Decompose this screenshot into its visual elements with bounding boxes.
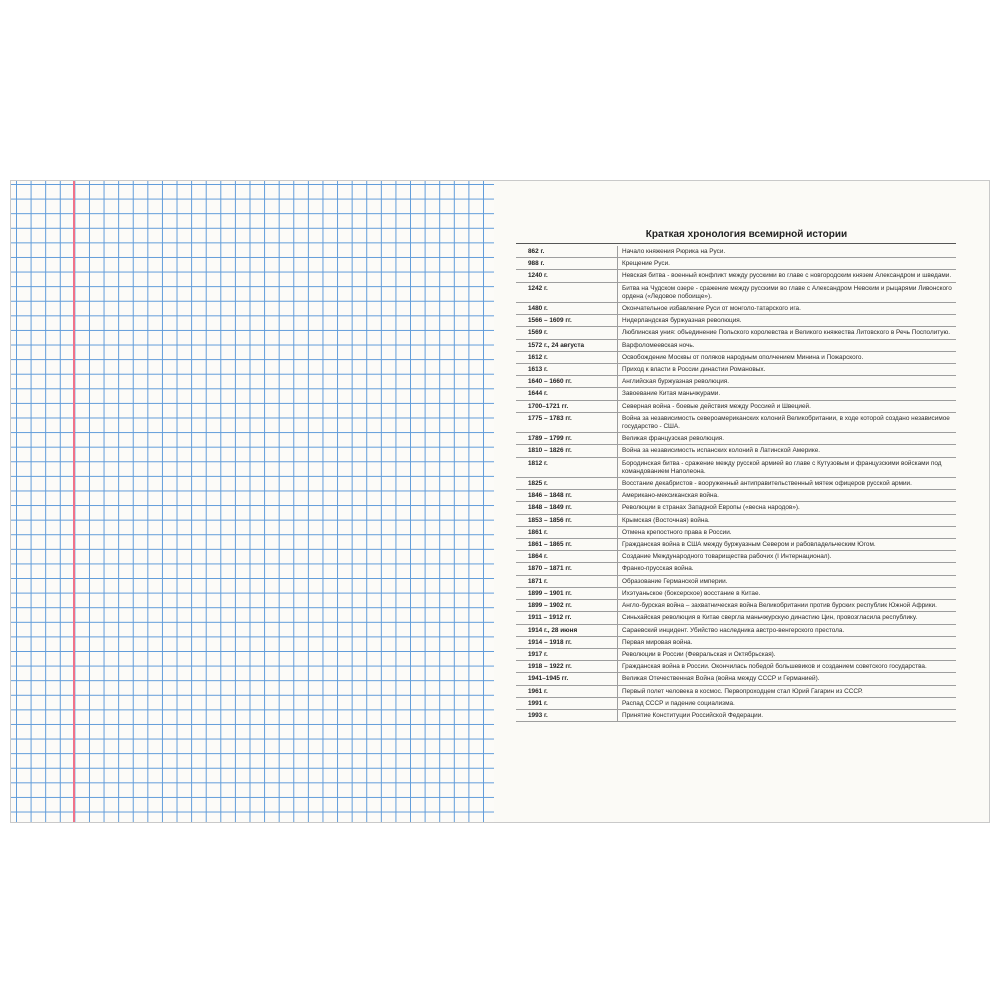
timeline-row — [516, 388, 956, 400]
timeline-year: 1640 – 1660 гг. — [516, 376, 618, 387]
timeline-event: Сараевский инцидент. Убийство наследника австро-венгерского престола. — [622, 626, 845, 634]
timeline-row — [516, 515, 956, 527]
timeline-year: 1899 – 1901 гг. — [516, 588, 618, 599]
timeline-event: Битва на Чудском озере - сражение между русскими во главе с Александром Невским и рыцарями Ливонского ордена («Ледовое побоище»). — [622, 284, 952, 300]
timeline-year: 1917 г. — [516, 649, 618, 660]
margin-line — [73, 181, 75, 822]
timeline-row — [516, 364, 956, 376]
timeline-year: 1566 – 1609 гг. — [516, 315, 618, 326]
timeline-year: 1861 – 1865 гг. — [516, 539, 618, 550]
timeline-year: 1993 г. — [516, 710, 618, 721]
timeline-year: 1871 г. — [516, 576, 618, 587]
timeline-event: Революции в странах Западной Европы («весна народов»). — [622, 504, 800, 512]
timeline-year: 1480 г. — [516, 303, 618, 314]
timeline-row — [516, 551, 956, 563]
timeline-year: 1812 г. — [516, 458, 618, 477]
timeline-row — [516, 625, 956, 637]
timeline-event: Крымская (Восточная) война. — [622, 516, 710, 524]
timeline-event: Синьхайская революция в Китае свергла маньчжурскую династию Цин, провозгласила республику. — [622, 614, 918, 622]
timeline-row — [516, 527, 956, 539]
timeline-event: Создание Международного товарищества рабочих (I Интернационал). — [622, 553, 832, 561]
timeline-year: 1613 г. — [516, 364, 618, 375]
timeline-row — [516, 698, 956, 710]
timeline-year: 1914 – 1918 гг. — [516, 637, 618, 648]
timeline-row — [516, 340, 956, 352]
timeline-event: Англо-бурская война – захватническая война Великобритании против бурских республик Южной Африки. — [622, 602, 937, 610]
timeline-event: Восстание декабристов - вооруженный антиправительственный мятеж офицеров русской армии. — [622, 480, 912, 488]
timeline-event: Невская битва - военный конфликт между русскими во главе с новгородским князем Александром и шведами. — [622, 272, 952, 280]
timeline-row — [516, 478, 956, 490]
timeline-row — [516, 576, 956, 588]
timeline-event: Распад СССР и падение социализма. — [622, 699, 735, 707]
timeline-event: Принятие Конституции Российской Федерации. — [622, 711, 764, 719]
timeline-event: Отмена крепостного права в России. — [622, 528, 732, 536]
timeline-event: Великая Отечественная Война (война между СССР и Германией). — [622, 675, 820, 683]
timeline-event: Ихэтуаньское (боксерское) восстание в Китае. — [622, 589, 761, 597]
timeline-event: Американо-мексиканская война. — [622, 492, 719, 500]
timeline-row — [516, 600, 956, 612]
timeline-event: Окончательное избавление Руси от монголо-татарского ига. — [622, 305, 801, 313]
timeline-row — [516, 401, 956, 413]
timeline-event: Гражданская война в России. Окончилась победой большевиков и созданием советского государства. — [622, 663, 927, 671]
timeline-year: 1914 г., 28 июня — [516, 625, 618, 636]
timeline-table — [516, 246, 956, 722]
timeline-year: 1911 – 1912 гг. — [516, 612, 618, 623]
timeline-title: Краткая хронология всемирной истории — [645, 229, 848, 240]
timeline-row — [516, 258, 956, 270]
timeline-row — [516, 686, 956, 698]
timeline-row — [516, 270, 956, 282]
timeline-event: Нидерландская буржуазная революция. — [622, 317, 742, 325]
timeline-event: Франко-прусская война. — [622, 565, 694, 573]
timeline-event: Война за независимость североамериканских колоний Великобритании, в ходе которой создано независимое государство - США. — [622, 414, 950, 431]
notebook-spread — [10, 180, 990, 823]
timeline-row — [516, 502, 956, 514]
timeline-event: Начало княжения Рюрика на Руси. — [622, 248, 726, 255]
timeline-year: 1775 – 1783 гг. — [516, 413, 618, 432]
timeline-year: 1700–1721 гг. — [516, 401, 618, 412]
timeline-event: Бородинская битва - сражение между русской армией во главе с Кутузовым и французскими войсками под командованием Наполеона. — [622, 459, 942, 475]
timeline-row — [516, 327, 956, 339]
timeline-year: 1941–1945 гг. — [516, 673, 618, 684]
timeline-year: 1991 г. — [516, 698, 618, 709]
timeline-row — [516, 352, 956, 364]
timeline-row — [516, 612, 956, 624]
timeline-event: Приход к власти в России династии Романовых. — [622, 366, 766, 374]
title-rule — [516, 243, 956, 244]
timeline-event: Освобождение Москвы от поляков народным ополчением Минина и Пожарского. — [622, 353, 864, 361]
timeline-year: 1810 – 1826 гг. — [516, 445, 618, 456]
timeline-row — [516, 413, 956, 433]
timeline-year: 1848 – 1849 гг. — [516, 502, 618, 513]
timeline-row — [516, 303, 956, 315]
timeline-year: 1846 – 1848 гг. — [516, 490, 618, 501]
timeline-year: 1572 г., 24 августа — [516, 340, 618, 351]
timeline-year: 1861 г. — [516, 527, 618, 538]
timeline-year: 1899 – 1902 гг. — [516, 600, 618, 611]
timeline-year: 1870 – 1871 гг. — [516, 563, 618, 574]
timeline-year: 1644 г. — [516, 388, 618, 399]
grid-page — [11, 181, 494, 822]
timeline-row — [516, 661, 956, 673]
timeline-event: Первый полет человека в космос. Первопроходцем стал Юрий Гагарин из СССР. — [622, 687, 863, 695]
timeline-event: Революции в России (Февральская и Октябрьская). — [622, 650, 776, 658]
timeline-event: Крещение Руси. — [622, 260, 670, 268]
timeline-row — [516, 637, 956, 649]
timeline-year: 1789 – 1799 гг. — [516, 433, 618, 444]
timeline-year: 1242 г. — [516, 283, 618, 302]
timeline-year: 1918 – 1922 гг. — [516, 661, 618, 672]
timeline-row — [516, 283, 956, 303]
timeline-year: 1864 г. — [516, 551, 618, 562]
timeline-row — [516, 433, 956, 445]
timeline-year: 1961 г. — [516, 686, 618, 697]
timeline-event: Северная война - боевые действия между Россией и Швецией. — [622, 402, 811, 410]
timeline-row — [516, 458, 956, 478]
timeline-event: Английская буржуазная революция. — [622, 378, 730, 386]
timeline-row — [516, 673, 956, 685]
timeline-year: 862 г. — [516, 246, 618, 257]
timeline-row — [516, 588, 956, 600]
timeline-row — [516, 563, 956, 575]
timeline-event: Гражданская война в США между буржуазным Севером и рабовладельческим Югом. — [622, 541, 876, 549]
timeline-row — [516, 539, 956, 551]
timeline-event: Варфоломеевская ночь. — [622, 341, 695, 349]
timeline-year: 988 г. — [516, 258, 618, 269]
timeline-event: Война за независимость испанских колоний в Латинской Америке. — [622, 447, 821, 455]
timeline-event: Люблинская уния: объединение Польского королевства и Великого княжества Литовского в Речь Посполитую. — [622, 329, 951, 337]
timeline-event: Первая мировая война. — [622, 638, 693, 646]
timeline-row — [516, 315, 956, 327]
timeline-row — [516, 246, 956, 258]
timeline-row — [516, 710, 956, 722]
timeline-event: Образование Германской империи. — [622, 577, 728, 585]
timeline-row — [516, 445, 956, 457]
timeline-page — [494, 181, 989, 822]
timeline-year: 1853 – 1856 гг. — [516, 515, 618, 526]
timeline-row — [516, 649, 956, 661]
timeline-year: 1612 г. — [516, 352, 618, 363]
timeline-year: 1240 г. — [516, 270, 618, 281]
timeline-year: 1569 г. — [516, 327, 618, 338]
timeline-event: Великая французская революция. — [622, 435, 724, 443]
timeline-row — [516, 376, 956, 388]
timeline-row — [516, 490, 956, 502]
timeline-year: 1825 г. — [516, 478, 618, 489]
timeline-event: Завоевание Китая маньчжурами. — [622, 390, 721, 398]
